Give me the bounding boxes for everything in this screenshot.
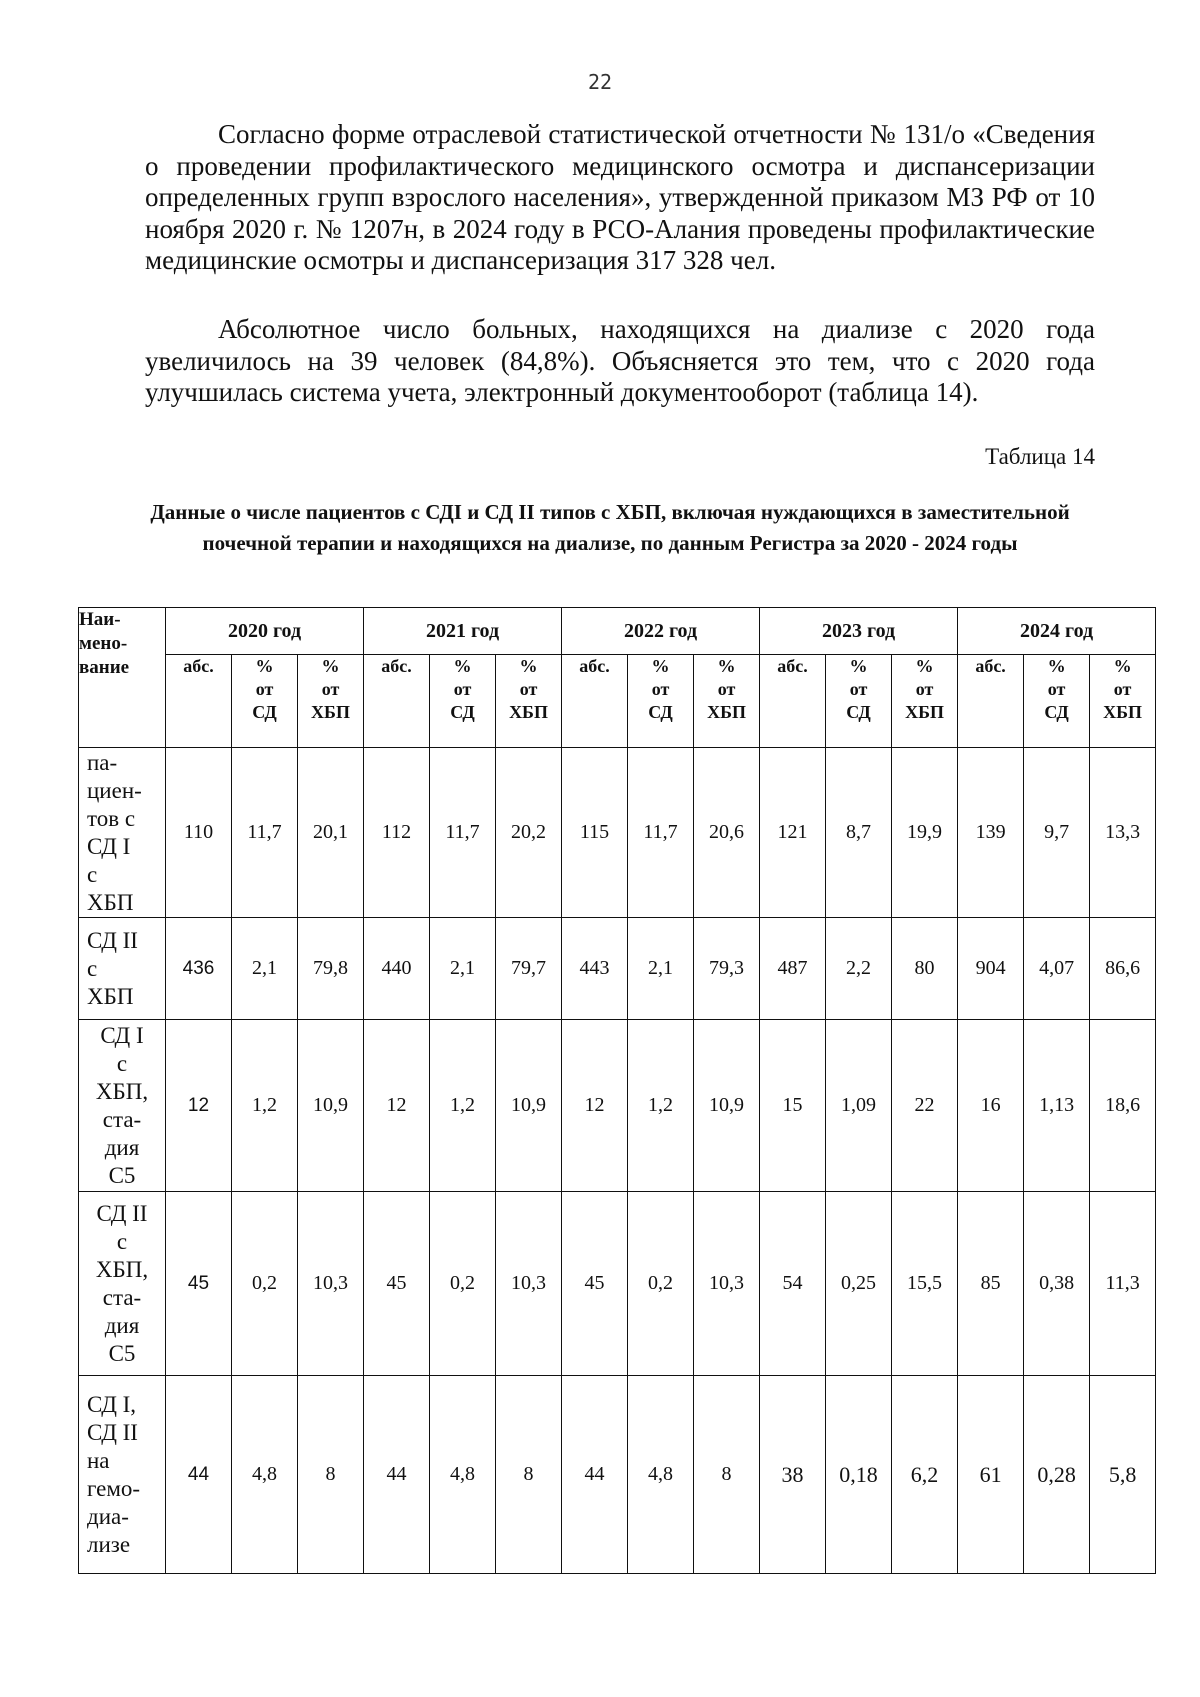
row-name: па- циен- тов с СД I с ХБП: [79, 748, 166, 918]
table-cell: 11,7: [232, 748, 298, 918]
table-cell: 45: [166, 1192, 232, 1376]
table-cell: 85: [958, 1192, 1024, 1376]
paragraph-1: Согласно форме отраслевой статистической отчетности № 131/о «Сведения о проведении профилактического медицинского осмотра и диспансеризации определенных групп взрослого населения», утвержденной приказом МЗ РФ от 10 ноября 2020 г. № 1207н, в 2024 году в РСО-Алания проведены профилактические медицинские осмотры и диспансеризация 317 328 чел.: [145, 119, 1095, 275]
row-name: СД II с ХБП, ста- дия С5: [79, 1192, 166, 1376]
table-cell: 904: [958, 918, 1024, 1020]
table-title: Данные о числе пациентов с СДI и СД II типов с ХБП, включая нуждающихся в заместительной почечной терапии и находящихся на диализе, по данным Регистра за 2020 - 2024 годы: [150, 500, 1070, 555]
subheader-pct-hbp: % от ХБП: [298, 655, 364, 748]
table-cell: 22: [892, 1020, 958, 1192]
subheader-pct-sd: % от СД: [628, 655, 694, 748]
table-cell: 0,25: [826, 1192, 892, 1376]
table-cell: 86,6: [1090, 918, 1156, 1020]
table-cell: 4,8: [232, 1376, 298, 1574]
table-cell: 110: [166, 748, 232, 918]
table-cell: 79,3: [694, 918, 760, 1020]
table-cell: 0,18: [826, 1376, 892, 1574]
table-cell: 436: [166, 918, 232, 1020]
table-cell: 20,6: [694, 748, 760, 918]
table-cell: 10,9: [298, 1020, 364, 1192]
page-number: 22: [587, 70, 613, 94]
table-cell: 10,9: [496, 1020, 562, 1192]
table-row: [79, 1020, 1156, 1192]
name-column-header: Наи- мено- вание: [79, 608, 166, 748]
subheader-pct-hbp: % от ХБП: [892, 655, 958, 748]
table-cell: 115: [562, 748, 628, 918]
table-cell: 54: [760, 1192, 826, 1376]
table-cell: 20,1: [298, 748, 364, 918]
data-table: [78, 607, 1156, 1574]
table-cell: 45: [562, 1192, 628, 1376]
table-cell: 18,6: [1090, 1020, 1156, 1192]
year-header: 2021 год: [364, 608, 562, 655]
table-row: [79, 918, 1156, 1020]
table-cell: 10,3: [298, 1192, 364, 1376]
subheader-pct-sd: % от СД: [1024, 655, 1090, 748]
table-cell: 8: [298, 1376, 364, 1574]
table-cell: 44: [562, 1376, 628, 1574]
subheader-pct-sd: % от СД: [430, 655, 496, 748]
table-cell: 5,8: [1090, 1376, 1156, 1574]
table-cell: 12: [166, 1020, 232, 1192]
table-cell: 0,2: [232, 1192, 298, 1376]
table-cell: 121: [760, 748, 826, 918]
table-cell: 19,9: [892, 748, 958, 918]
table-cell: 45: [364, 1192, 430, 1376]
subheader-pct-hbp: % от ХБП: [496, 655, 562, 748]
table-cell: 10,3: [496, 1192, 562, 1376]
table-cell: 112: [364, 748, 430, 918]
table-cell: 1,2: [628, 1020, 694, 1192]
table-cell: 0,2: [430, 1192, 496, 1376]
year-header: 2023 год: [760, 608, 958, 655]
table-cell: 4,8: [628, 1376, 694, 1574]
table-cell: 440: [364, 918, 430, 1020]
table-header-years: [79, 608, 1156, 655]
table-cell: 2,1: [430, 918, 496, 1020]
table-cell: 44: [364, 1376, 430, 1574]
table-row: [79, 1376, 1156, 1574]
table-header-subcolumns: [79, 655, 1156, 748]
table-cell: 79,8: [298, 918, 364, 1020]
table-cell: 13,3: [1090, 748, 1156, 918]
table-cell: 8: [496, 1376, 562, 1574]
subheader-abs: абс.: [166, 655, 232, 748]
year-header: 2024 год: [958, 608, 1156, 655]
subheader-pct-sd: % от СД: [232, 655, 298, 748]
table-cell: 11,7: [628, 748, 694, 918]
table-cell: 44: [166, 1376, 232, 1574]
table-cell: 139: [958, 748, 1024, 918]
row-name: СД I с ХБП, ста- дия С5: [79, 1020, 166, 1192]
table-cell: 2,1: [628, 918, 694, 1020]
table-cell: 1,2: [430, 1020, 496, 1192]
subheader-abs: абс.: [958, 655, 1024, 748]
table-cell: 443: [562, 918, 628, 1020]
table-cell: 2,2: [826, 918, 892, 1020]
table-cell: 12: [364, 1020, 430, 1192]
table-cell: 15,5: [892, 1192, 958, 1376]
table-cell: 12: [562, 1020, 628, 1192]
table-cell: 11,7: [430, 748, 496, 918]
table-cell: 487: [760, 918, 826, 1020]
table-cell: 61: [958, 1376, 1024, 1574]
table-cell: 15: [760, 1020, 826, 1192]
table-cell: 9,7: [1024, 748, 1090, 918]
table-cell: 20,2: [496, 748, 562, 918]
table-row: [79, 748, 1156, 918]
table-cell: 1,09: [826, 1020, 892, 1192]
table-cell: 80: [892, 918, 958, 1020]
table-cell: 1,13: [1024, 1020, 1090, 1192]
table-cell: 79,7: [496, 918, 562, 1020]
table-cell: 10,9: [694, 1020, 760, 1192]
subheader-pct-hbp: % от ХБП: [694, 655, 760, 748]
year-header: 2020 год: [166, 608, 364, 655]
table-cell: 38: [760, 1376, 826, 1574]
table-cell: 0,28: [1024, 1376, 1090, 1574]
table-cell: 4,8: [430, 1376, 496, 1574]
table-label: Таблица 14: [985, 444, 1095, 469]
table-cell: 11,3: [1090, 1192, 1156, 1376]
row-name: СД I, СД II на гемо- диа- лизе: [79, 1376, 166, 1574]
table-cell: 0,2: [628, 1192, 694, 1376]
paragraph-2: Абсолютное число больных, находящихся на диализе с 2020 года увеличилось на 39 человек (84,8%). Объясняется это тем, что с 2020 года улучшилась система учета, электронный документооборот (таблица 14).: [145, 314, 1095, 407]
table-cell: 6,2: [892, 1376, 958, 1574]
subheader-abs: абс.: [364, 655, 430, 748]
subheader-pct-hbp: % от ХБП: [1090, 655, 1156, 748]
table-cell: 8,7: [826, 748, 892, 918]
table-cell: 8: [694, 1376, 760, 1574]
table-cell: 16: [958, 1020, 1024, 1192]
subheader-pct-sd: % от СД: [826, 655, 892, 748]
row-name: СД II с ХБП: [79, 918, 166, 1020]
table-cell: 4,07: [1024, 918, 1090, 1020]
table-cell: 0,38: [1024, 1192, 1090, 1376]
table-row: [79, 1192, 1156, 1376]
table-cell: 1,2: [232, 1020, 298, 1192]
subheader-abs: абс.: [562, 655, 628, 748]
table-cell: 10,3: [694, 1192, 760, 1376]
subheader-abs: абс.: [760, 655, 826, 748]
year-header: 2022 год: [562, 608, 760, 655]
table-cell: 2,1: [232, 918, 298, 1020]
